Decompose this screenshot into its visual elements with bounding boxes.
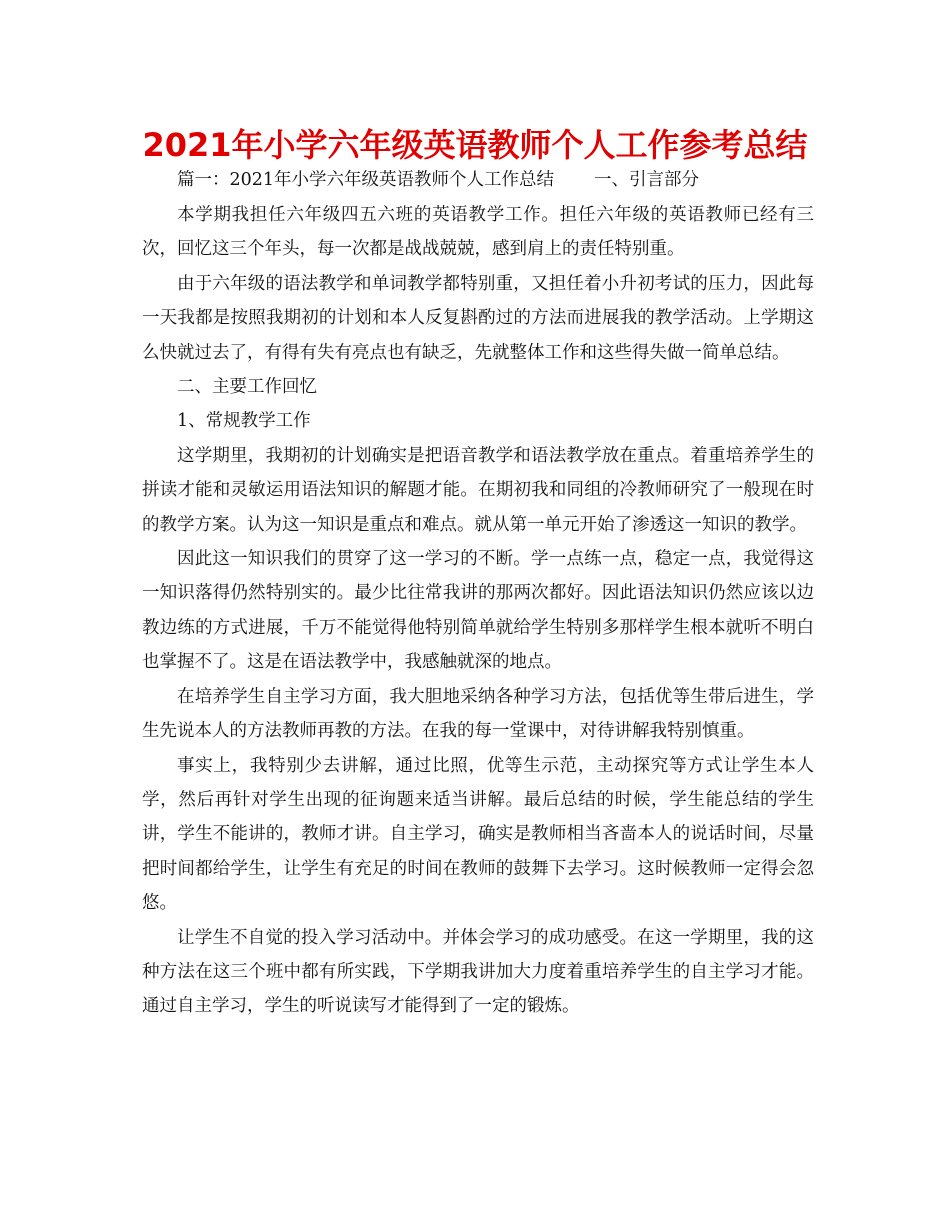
paragraph-4: 因此这一知识我们的贯穿了这一学习的不断。学一点练一点，稳定一点，我觉得这一知识落得仍然特别实的。最少比往常我讲的那两次都好。因此语法知识仍然应该以边教边练的方式进展，千万不能觉得他特别简单就给学生特别多那样学生根本就听不明白也掌握不了。这是在语法教学中，我感触就深的地点。 <box>142 549 814 673</box>
document-title: 2021年小学六年级英语教师个人工作参考总结 <box>142 126 808 164</box>
paragraph-6: 事实上，我特别少去讲解，通过比照，优等生示范，主动探究等方式让学生本人学，然后再针对学生出现的征询题来适当讲解。最后总结的时候，学生能总结的学生讲，学生不能讲的，教师才讲。自主学习，确实是教师相当吝啬本人的说话时间，尽量把时间都给学生，让学生有充足的时间在教师的鼓舞下去学习。这时候教师一定得会忽悠。 <box>142 755 814 914</box>
header-line-part2: 一、引言部分 <box>594 170 700 190</box>
paragraph-7: 让学生不自觉的投入学习活动中。并体会学习的成功感受。在这一学期里，我的这种方法在这三个班中都有所实践，下学期我讲加大力度着重培养学生的自主学习才能。通过自主学习，学生的听说读写才能得到了一定的锻炼。 <box>142 927 814 1017</box>
paragraph-5: 在培养学生自主学习方面，我大胆地采纳各种学习方法，包括优等生带后进生，学生先说本人的方法教师再教的方法。在我的每一堂课中，对待讲解我特别慎重。 <box>142 686 814 742</box>
section-heading-main-work: 二、主要工作回忆 <box>177 377 317 398</box>
subsection-heading-routine-teaching: 1、常规教学工作 <box>177 411 311 432</box>
paragraph-3: 这学期里，我期初的计划确实是把语音教学和语法教学放在重点。着重培养学生的拼读才能和灵敏运用语法知识的解题才能。在期初我和同组的冷教师研究了一般现在时的教学方案。认为这一知识是重点和难点。就从第一单元开始了渗透这一知识的教学。 <box>142 445 814 535</box>
document-body <box>142 168 814 1024</box>
paragraph-2: 由于六年级的语法教学和单词教学都特别重，又担任着小升初考试的压力，因此每一天我都是按照我期初的计划和本人反复斟酌过的方法而进展我的教学活动。上学期这么快就过去了，有得有失有亮点也有缺乏，先就整体工作和这些得失做一简单总结。 <box>142 273 814 363</box>
header-line-part1: 篇一：2021年小学六年级英语教师个人工作总结 <box>177 170 555 190</box>
paragraph-1: 本学期我担任六年级四五六班的英语教学工作。担任六年级的英语教师已经有三次，回忆这三个年头，每一次都是战战兢兢，感到肩上的责任特别重。 <box>142 205 814 260</box>
header-line <box>142 168 814 192</box>
